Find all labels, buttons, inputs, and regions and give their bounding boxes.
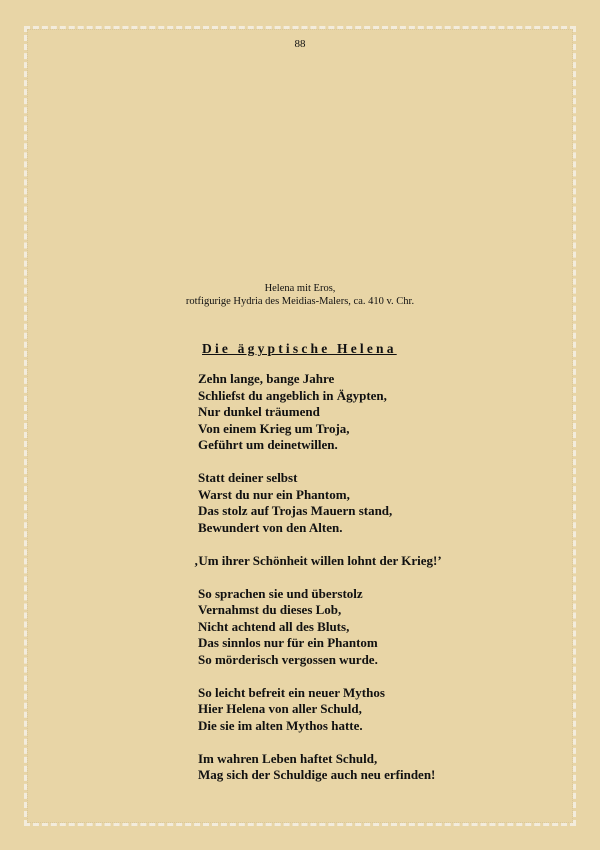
poem-line: Von einem Krieg um Troja,: [198, 420, 350, 436]
poem-line: Schliefst du angeblich in Ägypten,: [198, 387, 387, 403]
caption-line: Helena mit Eros,: [264, 283, 336, 294]
poem-title: Die ägyptische Helena: [202, 341, 397, 356]
page-number: 88: [294, 38, 306, 50]
poem-line: Warst du nur ein Phantom,: [198, 486, 350, 502]
poem-line: Bewundert von den Alten.: [198, 519, 343, 535]
poem-body: [194, 371, 442, 800]
stanza: [198, 470, 442, 536]
poem-line: Statt deiner selbst: [198, 470, 298, 485]
poem-line: Nur dunkel träumend: [198, 404, 320, 419]
image-caption: [0, 282, 600, 308]
poem-line: ‚Um ihrer Schönheit willen lohnt der Krieg!’: [194, 552, 442, 568]
stanza: [198, 586, 442, 669]
poem-line: Im wahren Leben haftet Schuld,: [198, 750, 378, 766]
poem-line: Das stolz auf Trojas Mauern stand,: [198, 503, 393, 518]
poem-line: Geführt um deinetwillen.: [198, 437, 338, 452]
poem-line: Hier Helena von aller Schuld,: [198, 701, 362, 716]
stanza: [198, 751, 442, 784]
poem-line: Zehn lange, bange Jahre: [198, 371, 335, 386]
caption-line: rotfigurige Hydria des Meidias-Malers, ca. 410 v. Chr.: [185, 296, 415, 307]
poem-line: Das sinnlos nur für ein Phantom: [198, 635, 378, 650]
poem-line: Mag sich der Schuldige auch neu erfinden!: [198, 767, 436, 782]
poem-line: So mörderisch vergossen wurde.: [198, 651, 378, 667]
poem-line: So sprachen sie und überstolz: [198, 585, 363, 601]
stanza: [198, 685, 442, 735]
poem-line: Vernahmst du dieses Lob,: [198, 602, 342, 617]
stanza: [194, 552, 442, 570]
poem-line: Nicht achtend all des Bluts,: [198, 618, 350, 634]
poem-line: Die sie im alten Mythos hatte.: [198, 717, 363, 733]
stanza: [198, 371, 442, 454]
poem-line: So leicht befreit ein neuer Mythos: [198, 684, 385, 700]
